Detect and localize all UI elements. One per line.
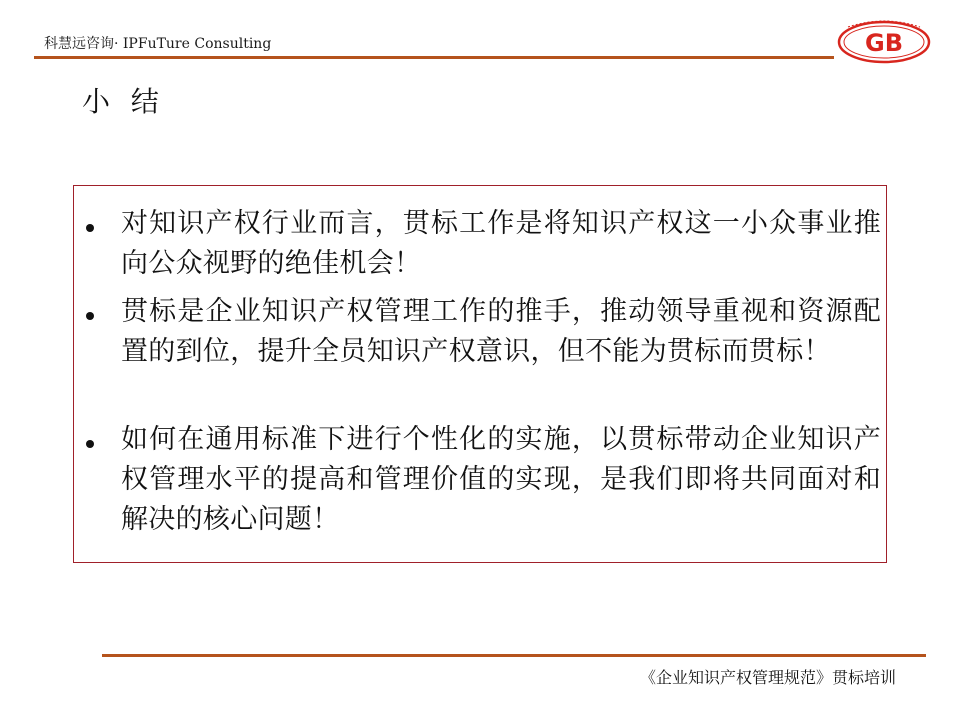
course-title: 《企业知识产权管理规范》贯标培训	[639, 668, 896, 687]
footer-divider	[102, 654, 926, 657]
bullet-dot-icon	[86, 312, 94, 320]
bullet-dot-icon	[86, 440, 94, 448]
gb-logo-icon	[836, 17, 932, 65]
bullet-text: 如何在通用标准下进行个性化的实施，以贯标带动企业知识产权管理水平的提高和管理价值的实现，是我们即将共同面对和解决的核心问题！	[121, 424, 881, 535]
bullet-text: 对知识产权行业而言，贯标工作是将知识产权这一小众事业推向公众视野的绝佳机会！	[121, 208, 881, 279]
bullet-text: 贯标是企业知识产权管理工作的推手，推动领导重视和资源配置的到位，提升全员知识产权意识，但不能为贯标而贯标！	[121, 296, 881, 367]
company-name: 科慧远咨询· IPFuTure Consulting	[44, 36, 272, 52]
summary-box	[73, 185, 887, 563]
logo-text: GB	[865, 29, 903, 57]
slide-title: 小 结	[82, 85, 165, 118]
bullet-dot-icon	[86, 224, 94, 232]
header-divider	[34, 56, 834, 59]
